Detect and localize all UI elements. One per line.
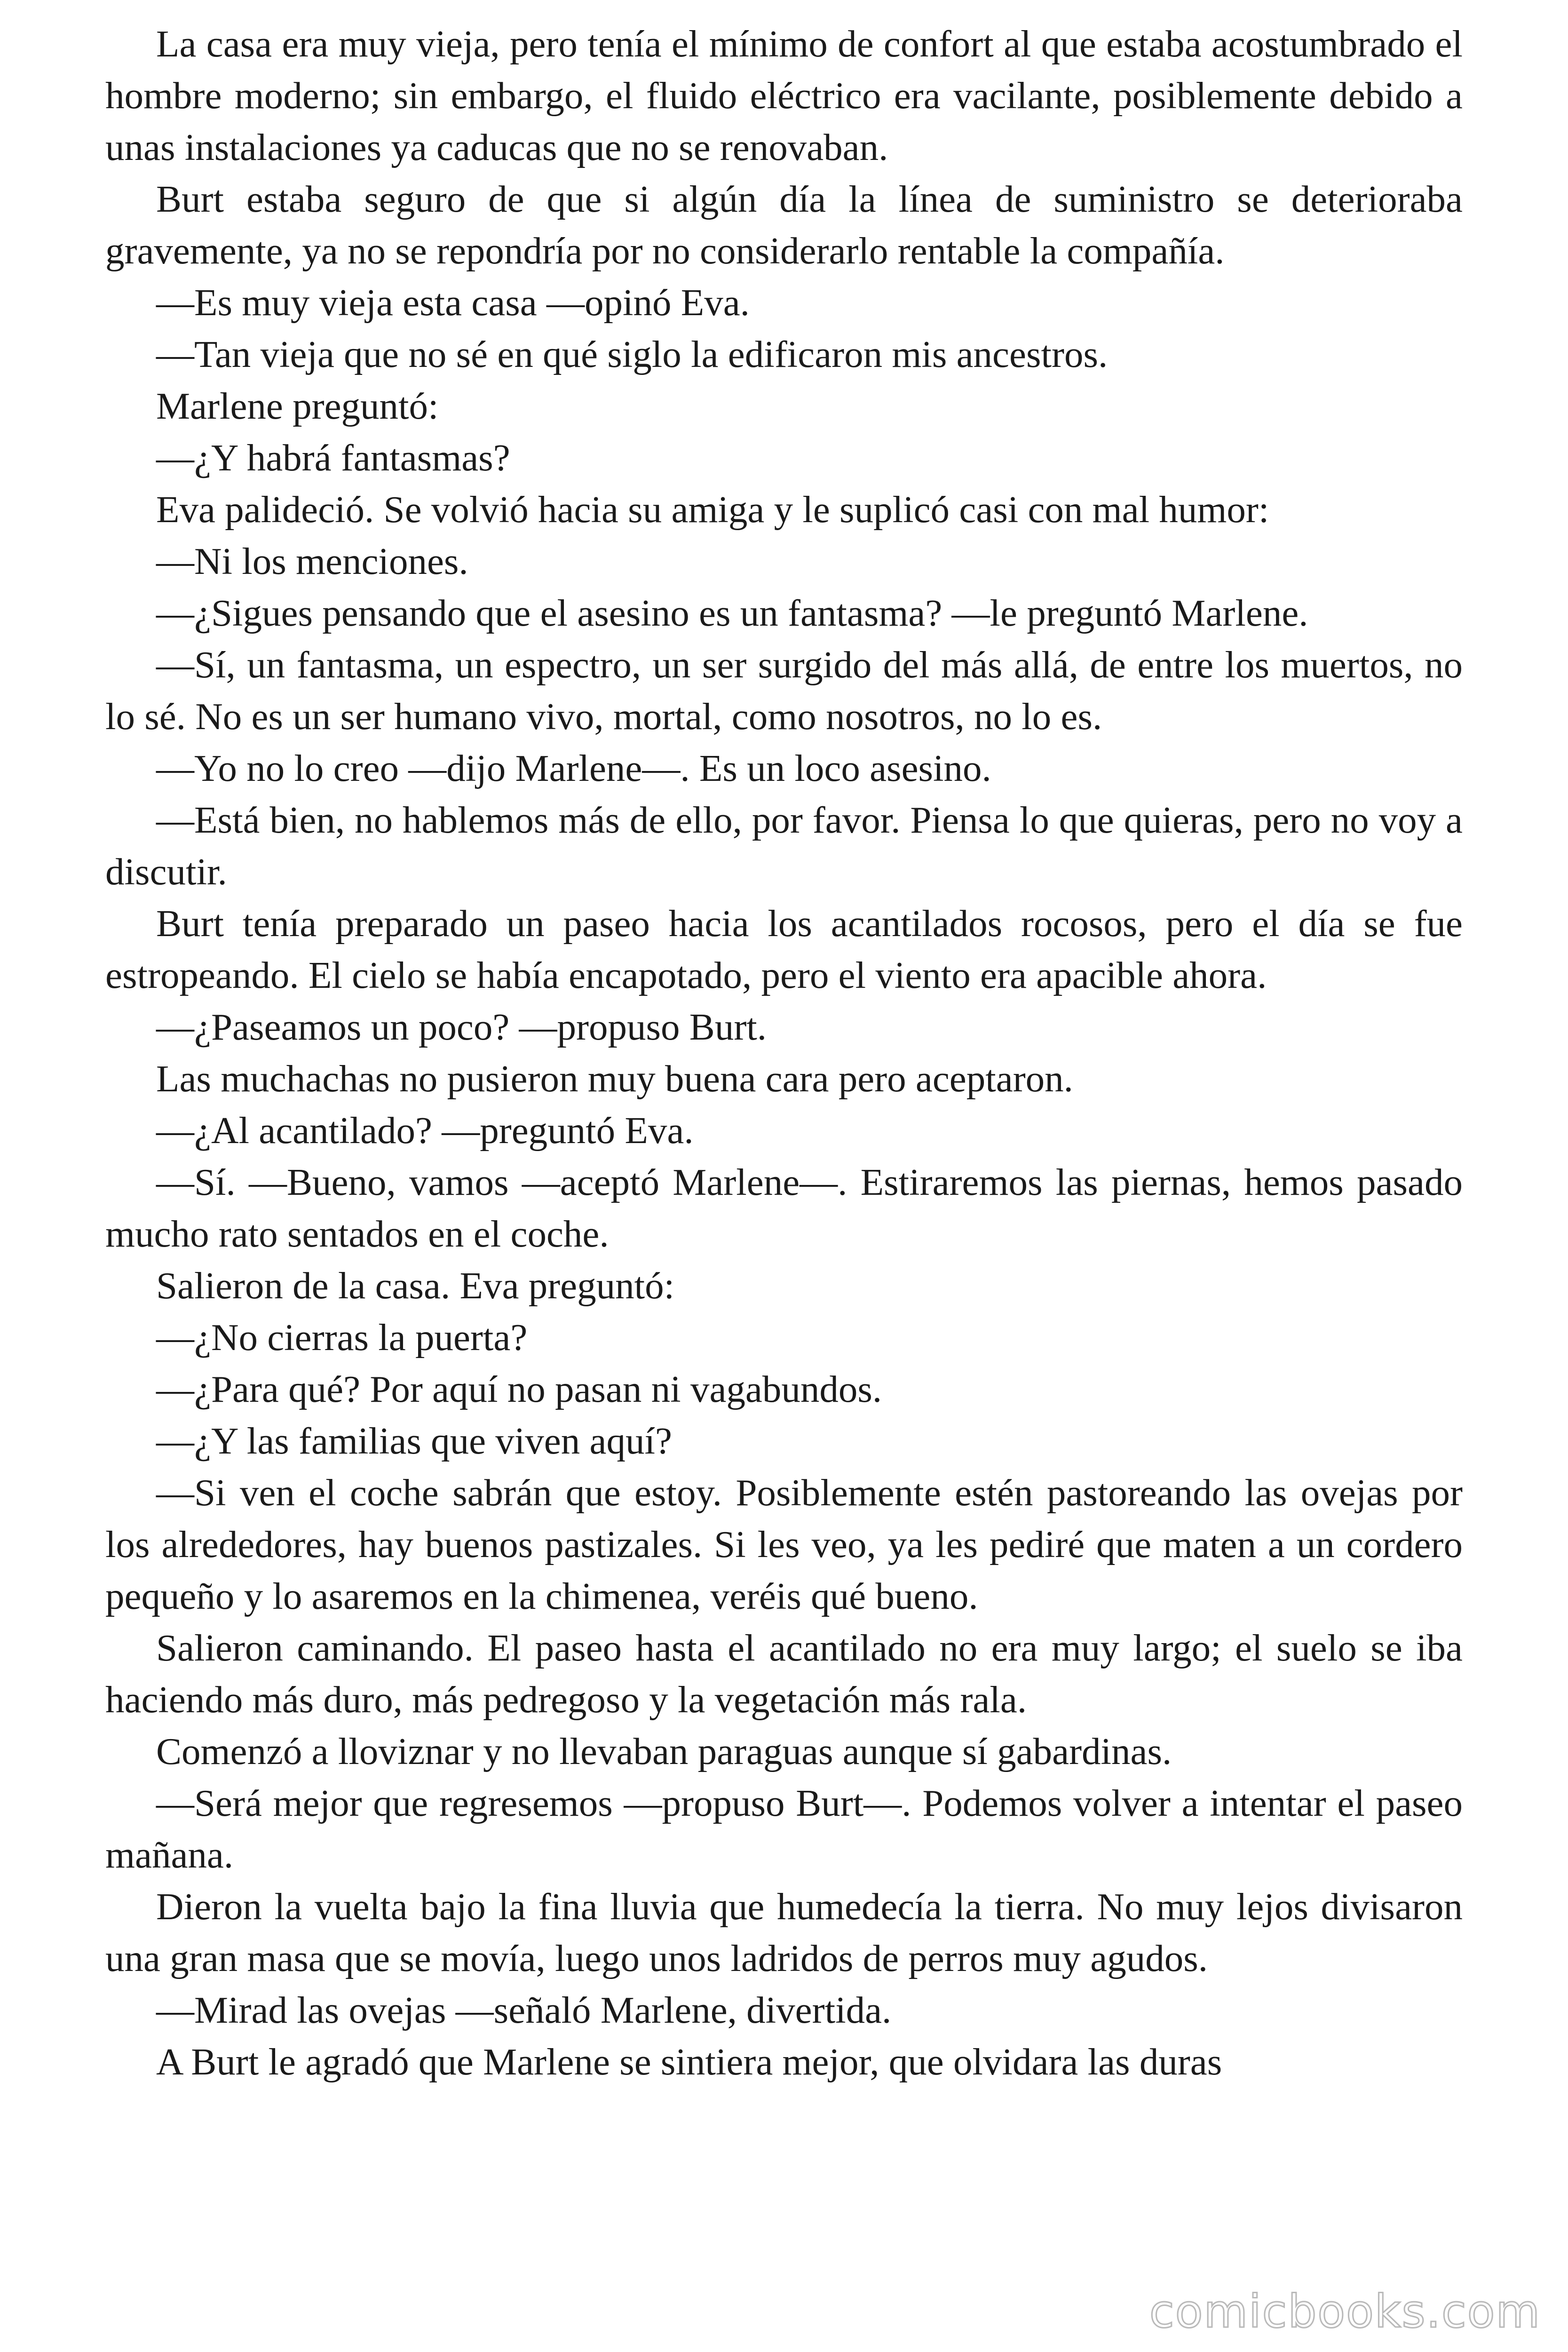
paragraph: —¿Y habrá fantasmas? — [156, 437, 510, 479]
paragraph: Burt tenía preparado un paseo hacia los acantilados rocosos, pero el día se fue estropeando. El cielo se había encapotado, pero el viento era apacible ahora. — [105, 902, 1463, 996]
paragraph: Marlene preguntó: — [156, 385, 439, 427]
paragraph: —Si ven el coche sabrán que estoy. Posiblemente estén pastoreando las ovejas por los alrededores, hay buenos pastizales. Si les veo, ya les pediré que maten a un cordero pequeño y lo asaremos en la chimenea, veréis qué bueno. — [105, 1471, 1463, 1617]
paragraph: Comenzó a lloviznar y no llevaban paraguas aunque sí gabardinas. — [156, 1730, 1172, 1772]
paragraph: —Mirad las ovejas —señaló Marlene, divertida. — [156, 1989, 892, 2031]
paragraph: —¿Y las familias que viven aquí? — [156, 1420, 672, 1462]
paragraph: Salieron caminando. El paseo hasta el acantilado no era muy largo; el suelo se iba haciendo más duro, más pedregoso y la vegetación más rala. — [105, 1627, 1463, 1721]
watermark-logo: comicbooks.com — [1149, 2285, 1541, 2338]
paragraph: —Yo no lo creo —dijo Marlene—. Es un loco asesino. — [156, 747, 991, 789]
paragraph: Eva palideció. Se volvió hacia su amiga y le suplicó casi con mal humor: — [156, 488, 1269, 531]
paragraph: Burt estaba seguro de que si algún día la línea de suministro se deterioraba gravemente, ya no se repondría por no considerarlo rentable la compañía. — [105, 178, 1463, 272]
paragraph: —Ni los menciones. — [156, 540, 468, 582]
paragraph: —¿Paseamos un poco? —propuso Burt. — [156, 1006, 767, 1048]
paragraph: —¿Sigues pensando que el asesino es un fantasma? —le preguntó Marlene. — [156, 592, 1308, 634]
paragraph: A Burt le agradó que Marlene se sintiera mejor, que olvidara las duras — [156, 2041, 1222, 2083]
paragraph: —¿No cierras la puerta? — [156, 1316, 528, 1359]
paragraph: —Sí, un fantasma, un espectro, un ser surgido del más allá, de entre los muertos, no lo sé. No es un ser humano vivo, mortal, como nosotros, no lo es. — [105, 644, 1463, 738]
paragraph: —¿Al acantilado? —preguntó Eva. — [156, 1109, 694, 1152]
paragraph: —¿Para qué? Por aquí no pasan ni vagabundos. — [156, 1368, 882, 1410]
paragraph: —Será mejor que regresemos —propuso Burt—. Podemos volver a intentar el paseo mañana. — [105, 1782, 1463, 1876]
paragraph: —Está bien, no hablemos más de ello, por favor. Piensa lo que quieras, pero no voy a discutir. — [105, 799, 1463, 893]
paragraph: La casa era muy vieja, pero tenía el mínimo de confort al que estaba acostumbrado el hombre moderno; sin embargo, el fluido eléctrico era vacilante, posiblemente debido a unas instalaciones ya caducas que no se renovaban. — [105, 23, 1463, 168]
paragraph: —Tan vieja que no sé en qué siglo la edificaron mis ancestros. — [156, 333, 1108, 375]
paragraph: Las muchachas no pusieron muy buena cara pero aceptaron. — [156, 1057, 1073, 1100]
paragraph: —Sí. —Bueno, vamos —aceptó Marlene—. Estiraremos las piernas, hemos pasado mucho rato sentados en el coche. — [105, 1161, 1463, 1255]
paragraph: —Es muy vieja esta casa —opinó Eva. — [156, 281, 750, 324]
paragraph: Dieron la vuelta bajo la fina lluvia que humedecía la tierra. No muy lejos divisaron una gran masa que se movía, luego unos ladridos de perros muy agudos. — [105, 1885, 1463, 1979]
book-page-text — [105, 18, 1463, 2088]
paragraph: Salieron de la casa. Eva preguntó: — [156, 1264, 675, 1307]
